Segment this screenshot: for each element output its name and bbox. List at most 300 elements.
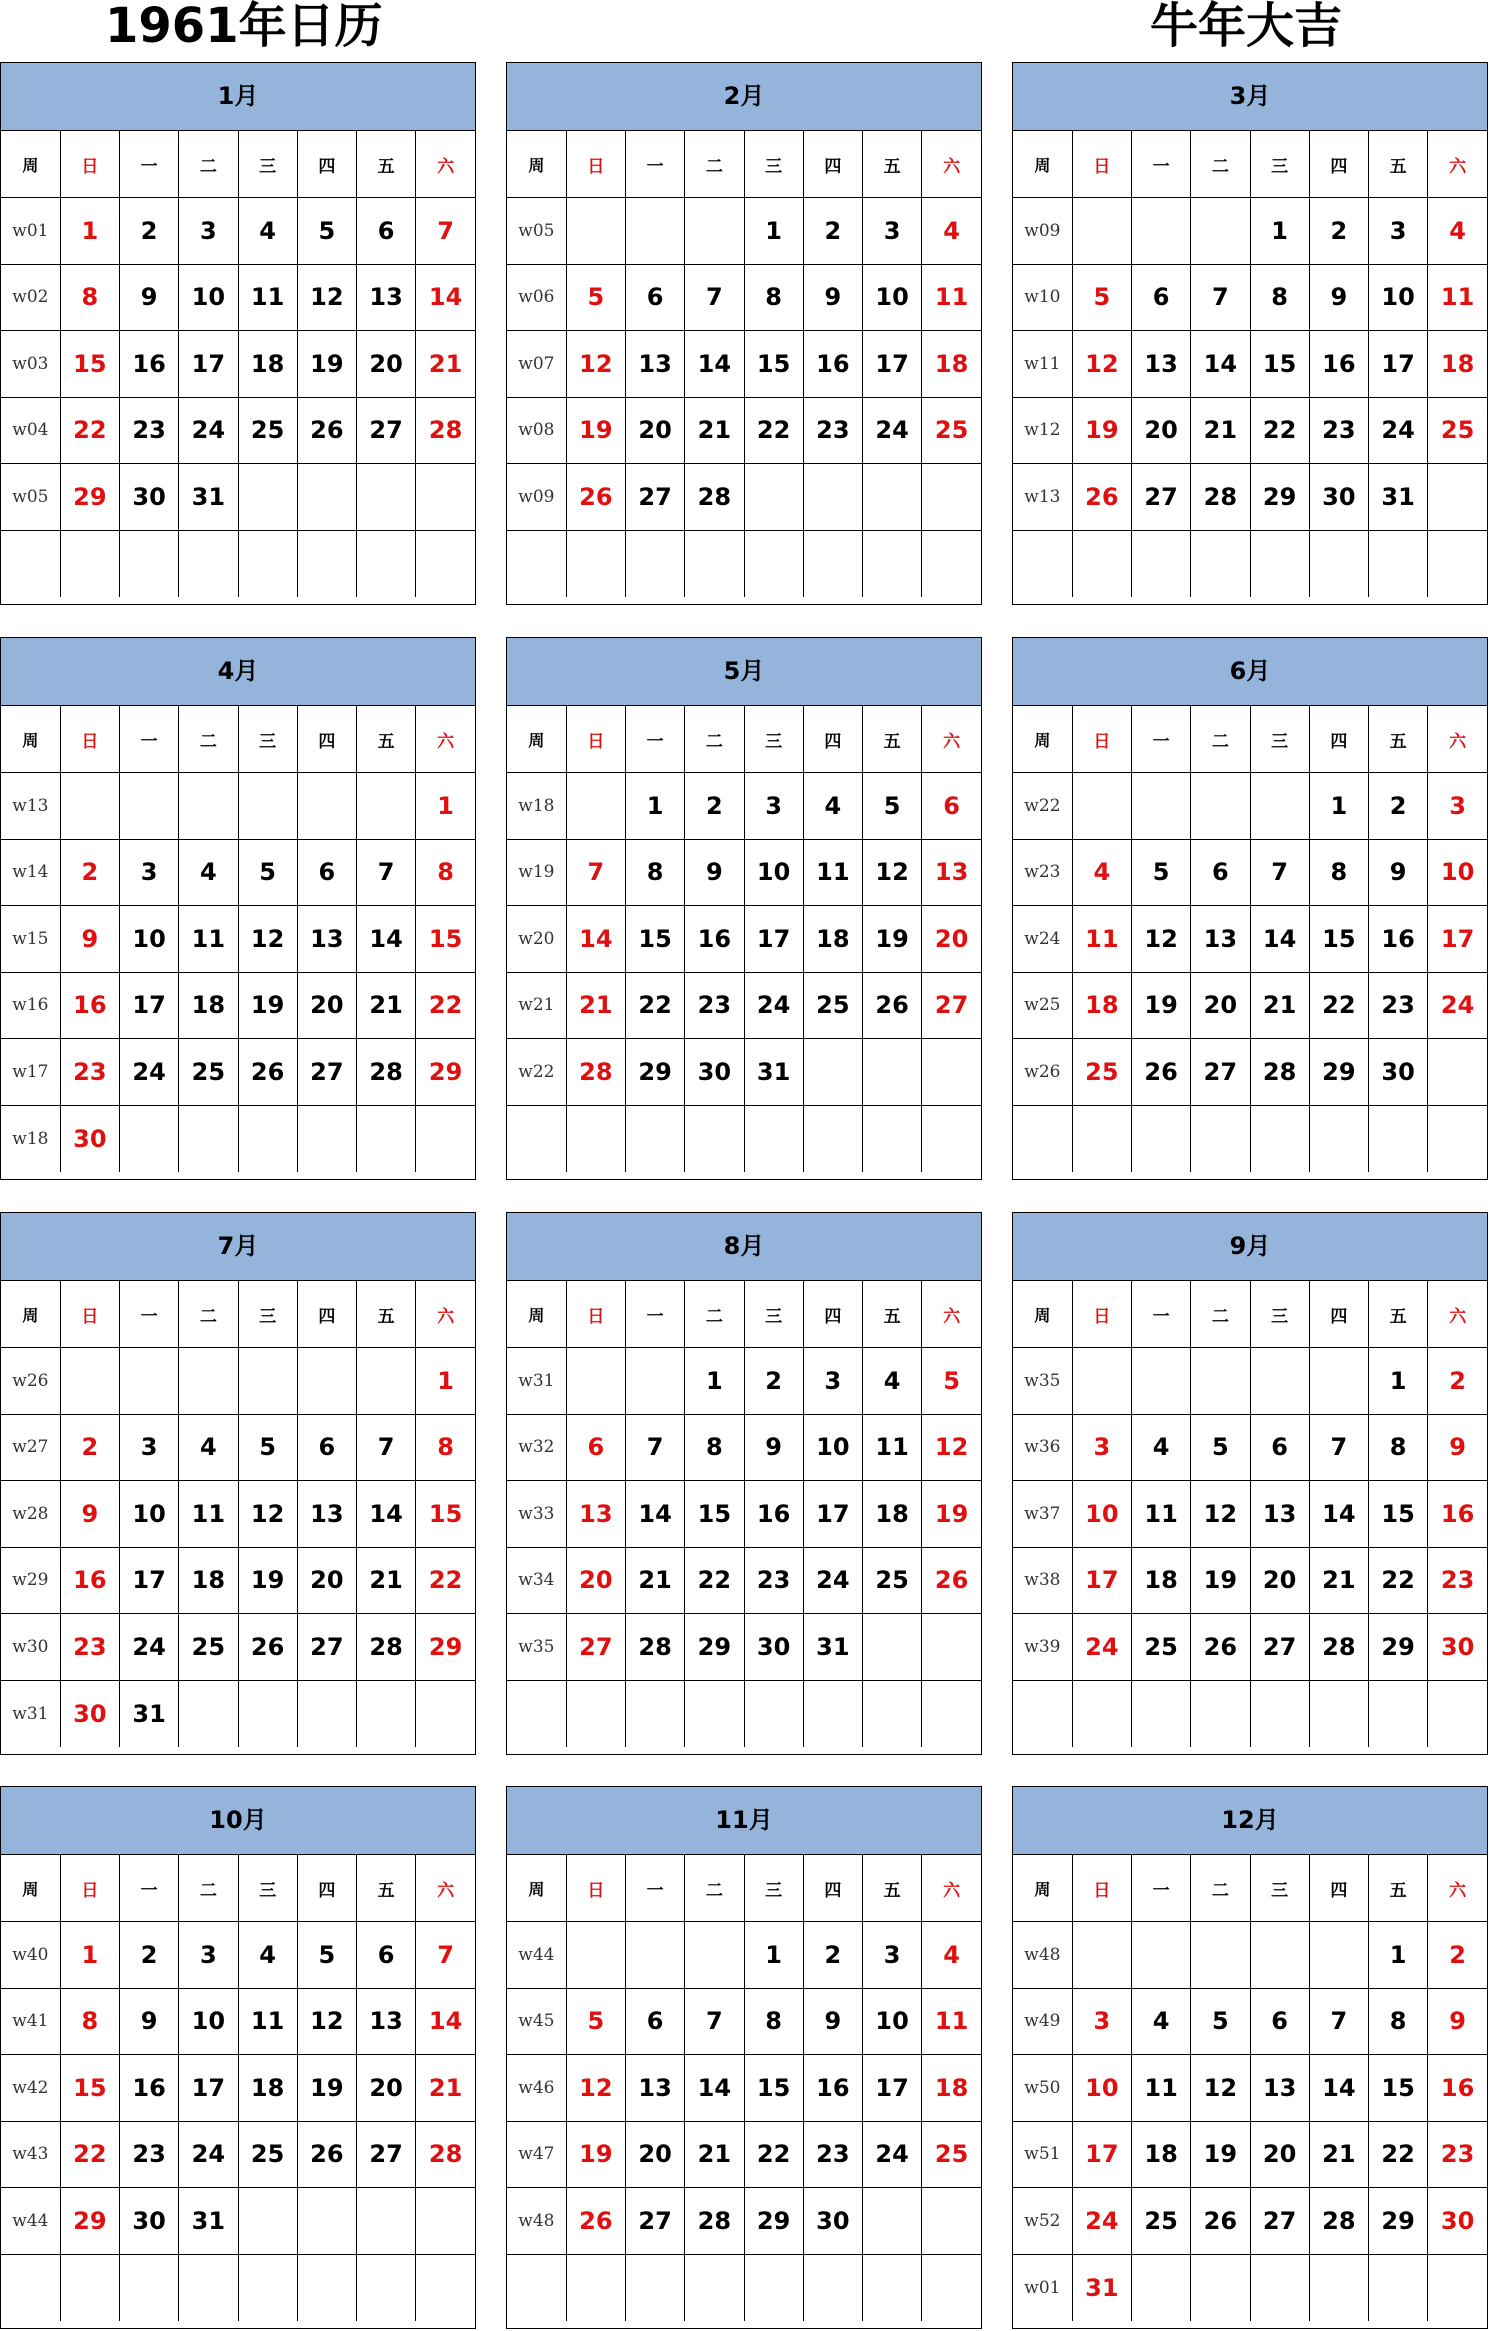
day-cell (744, 464, 803, 531)
week-number: w10 (1013, 264, 1072, 331)
day-cell: 3 (179, 1922, 238, 1989)
day-cell: 1 (744, 1922, 803, 1989)
day-cell: 19 (566, 397, 625, 464)
weekday-header: 五 (863, 1855, 922, 1922)
day-cell: 10 (179, 1988, 238, 2055)
day-cell: 28 (1250, 1039, 1309, 1106)
day-cell: 13 (1250, 2055, 1309, 2122)
weekday-header: 三 (1250, 1281, 1309, 1348)
day-cell (60, 2254, 119, 2321)
day-cell (416, 2254, 475, 2321)
day-cell: 12 (1191, 2055, 1250, 2122)
weekday-header: 二 (179, 131, 238, 198)
month-calendar (506, 1212, 982, 1755)
weekday-header: 日 (1072, 706, 1131, 773)
day-cell: 28 (1309, 1614, 1368, 1681)
day-cell (803, 1039, 862, 1106)
calendar-title: 1961年日历 (105, 0, 383, 54)
day-cell: 4 (238, 198, 297, 265)
day-cell: 7 (416, 1922, 475, 1989)
day-cell: 19 (566, 2121, 625, 2188)
day-cell: 20 (922, 906, 981, 973)
weekday-header: 二 (685, 706, 744, 773)
day-cell: 12 (238, 1481, 297, 1548)
week-number: w48 (1013, 1922, 1072, 1989)
month-title: 8月 (507, 1213, 981, 1281)
week-number: w12 (1013, 397, 1072, 464)
day-cell (1309, 1680, 1368, 1747)
day-cell (357, 530, 416, 597)
day-cell (922, 1680, 981, 1747)
day-cell: 5 (566, 264, 625, 331)
day-cell: 2 (803, 198, 862, 265)
day-cell: 9 (120, 1988, 179, 2055)
day-cell: 11 (238, 264, 297, 331)
day-cell: 21 (357, 1547, 416, 1614)
day-cell: 1 (626, 773, 685, 840)
day-cell: 15 (1369, 2055, 1428, 2122)
weekday-header: 六 (416, 131, 475, 198)
week-column-header: 周 (1, 131, 60, 198)
day-cell (1309, 2254, 1368, 2321)
day-cell: 5 (238, 1414, 297, 1481)
day-cell (1191, 1680, 1250, 1747)
weekday-header: 日 (566, 1281, 625, 1348)
day-cell: 2 (744, 1348, 803, 1415)
day-cell: 6 (1191, 839, 1250, 906)
week-column-header: 周 (1, 706, 60, 773)
day-cell (179, 1348, 238, 1415)
week-number: w07 (507, 331, 566, 398)
day-cell: 19 (297, 331, 356, 398)
day-cell: 11 (1132, 2055, 1191, 2122)
day-cell: 23 (60, 1614, 119, 1681)
day-cell: 16 (120, 331, 179, 398)
day-cell (1191, 530, 1250, 597)
day-cell: 9 (1428, 1414, 1487, 1481)
week-number: w14 (1, 839, 60, 906)
weekday-header: 二 (179, 1855, 238, 1922)
day-cell: 1 (1309, 773, 1368, 840)
day-cell: 13 (1191, 906, 1250, 973)
weekday-header: 四 (1309, 1281, 1368, 1348)
weekday-header: 日 (60, 706, 119, 773)
day-cell: 16 (120, 2055, 179, 2122)
day-cell: 10 (863, 264, 922, 331)
day-cell: 18 (1132, 1547, 1191, 1614)
day-cell: 23 (60, 1039, 119, 1106)
day-cell: 8 (1369, 1414, 1428, 1481)
week-number: w46 (507, 2055, 566, 2122)
day-cell (863, 464, 922, 531)
day-cell: 23 (1369, 972, 1428, 1039)
day-cell (566, 1922, 625, 1989)
week-number: w42 (1, 2055, 60, 2122)
day-cell: 25 (1132, 2188, 1191, 2255)
weekday-header: 六 (922, 131, 981, 198)
week-number: w01 (1013, 2254, 1072, 2321)
day-cell (626, 2254, 685, 2321)
day-cell: 10 (1369, 264, 1428, 331)
day-cell: 18 (1132, 2121, 1191, 2188)
day-cell: 7 (1309, 1414, 1368, 1481)
day-cell: 2 (1428, 1922, 1487, 1989)
week-number (507, 530, 566, 597)
day-cell: 3 (120, 1414, 179, 1481)
day-cell (60, 1348, 119, 1415)
day-cell: 9 (803, 1988, 862, 2055)
weekday-header: 五 (357, 131, 416, 198)
month-title: 2月 (507, 63, 981, 131)
day-cell: 27 (626, 2188, 685, 2255)
weekday-header: 一 (1132, 706, 1191, 773)
day-cell: 24 (120, 1039, 179, 1106)
day-cell: 22 (60, 397, 119, 464)
day-cell (179, 530, 238, 597)
day-cell: 31 (1369, 464, 1428, 531)
weekday-header: 四 (803, 706, 862, 773)
day-cell: 14 (357, 1481, 416, 1548)
day-cell: 31 (803, 1614, 862, 1681)
day-cell (1072, 198, 1131, 265)
day-cell: 28 (357, 1039, 416, 1106)
week-column-header: 周 (507, 131, 566, 198)
month-title: 12月 (1013, 1787, 1487, 1855)
weekday-header: 六 (1428, 1281, 1487, 1348)
day-cell (1191, 1105, 1250, 1172)
week-number: w31 (1, 1680, 60, 1747)
day-cell: 15 (744, 331, 803, 398)
weekday-header: 日 (566, 706, 625, 773)
day-cell (297, 773, 356, 840)
day-cell (238, 530, 297, 597)
day-cell (1132, 198, 1191, 265)
weekday-header: 三 (238, 706, 297, 773)
week-number: w21 (507, 972, 566, 1039)
day-cell: 20 (1250, 1547, 1309, 1614)
weekday-header: 一 (1132, 1855, 1191, 1922)
day-cell: 8 (685, 1414, 744, 1481)
day-cell: 26 (1072, 464, 1131, 531)
day-cell (566, 1680, 625, 1747)
day-cell: 30 (60, 1105, 119, 1172)
day-cell: 21 (685, 2121, 744, 2188)
weekday-header: 二 (1191, 706, 1250, 773)
day-cell (744, 530, 803, 597)
day-cell: 8 (744, 264, 803, 331)
day-cell: 1 (60, 1922, 119, 1989)
day-cell (1309, 530, 1368, 597)
day-cell: 30 (1369, 1039, 1428, 1106)
day-cell: 25 (179, 1039, 238, 1106)
day-cell: 27 (1132, 464, 1191, 531)
day-cell: 14 (357, 906, 416, 973)
day-cell: 9 (1369, 839, 1428, 906)
day-cell: 11 (803, 839, 862, 906)
day-cell: 29 (60, 464, 119, 531)
week-number: w48 (507, 2188, 566, 2255)
weekday-header: 三 (744, 1855, 803, 1922)
day-cell: 2 (60, 1414, 119, 1481)
day-cell (1132, 2254, 1191, 2321)
day-cell: 17 (803, 1481, 862, 1548)
day-cell: 8 (744, 1988, 803, 2055)
day-cell (416, 464, 475, 531)
day-cell: 10 (1072, 2055, 1131, 2122)
day-cell: 12 (566, 331, 625, 398)
day-cell (179, 2254, 238, 2321)
day-cell (626, 1105, 685, 1172)
day-cell (179, 1105, 238, 1172)
weekday-header: 一 (626, 1855, 685, 1922)
day-cell: 6 (1250, 1414, 1309, 1481)
week-column-header: 周 (1013, 131, 1072, 198)
day-cell (744, 1680, 803, 1747)
day-cell (1191, 773, 1250, 840)
month-calendar (0, 637, 476, 1180)
day-cell: 1 (1250, 198, 1309, 265)
weekday-header: 六 (416, 706, 475, 773)
weekday-header: 五 (357, 1855, 416, 1922)
day-cell (1072, 1680, 1131, 1747)
day-cell (685, 1922, 744, 1989)
day-cell (922, 530, 981, 597)
day-cell (1072, 773, 1131, 840)
day-cell: 10 (1072, 1481, 1131, 1548)
day-cell: 17 (744, 906, 803, 973)
month-title: 6月 (1013, 638, 1487, 706)
day-cell: 19 (1132, 972, 1191, 1039)
day-cell: 23 (803, 397, 862, 464)
weekday-header: 一 (626, 131, 685, 198)
weekday-header: 日 (566, 1855, 625, 1922)
day-cell: 12 (566, 2055, 625, 2122)
day-cell: 22 (416, 972, 475, 1039)
week-number: w16 (1, 972, 60, 1039)
weekday-header: 三 (744, 1281, 803, 1348)
day-cell (297, 530, 356, 597)
day-cell: 22 (744, 2121, 803, 2188)
day-cell: 27 (297, 1039, 356, 1106)
day-cell: 16 (60, 1547, 119, 1614)
day-cell: 15 (1250, 331, 1309, 398)
day-cell: 17 (120, 972, 179, 1039)
day-cell (357, 2188, 416, 2255)
day-cell: 24 (1072, 2188, 1131, 2255)
day-cell: 21 (1191, 397, 1250, 464)
weekday-header: 六 (922, 706, 981, 773)
day-cell (179, 773, 238, 840)
day-cell: 13 (1250, 1481, 1309, 1548)
weekday-header: 六 (922, 1855, 981, 1922)
day-cell: 13 (357, 1988, 416, 2055)
week-number: w50 (1013, 2055, 1072, 2122)
day-cell: 25 (238, 2121, 297, 2188)
day-cell: 12 (1072, 331, 1131, 398)
day-cell: 27 (566, 1614, 625, 1681)
day-cell: 16 (1428, 2055, 1487, 2122)
day-cell (1191, 198, 1250, 265)
weekday-header: 日 (1072, 1855, 1131, 1922)
day-cell: 10 (120, 1481, 179, 1548)
month-title: 3月 (1013, 63, 1487, 131)
day-cell: 25 (863, 1547, 922, 1614)
day-cell: 18 (863, 1481, 922, 1548)
weekday-header: 三 (238, 131, 297, 198)
weekday-header: 日 (1072, 1281, 1131, 1348)
weekday-header: 五 (1369, 706, 1428, 773)
day-cell: 18 (238, 2055, 297, 2122)
day-cell: 30 (120, 2188, 179, 2255)
weekday-header: 三 (1250, 1855, 1309, 1922)
day-cell (179, 1680, 238, 1747)
day-cell: 5 (863, 773, 922, 840)
day-cell: 23 (685, 972, 744, 1039)
day-cell: 6 (922, 773, 981, 840)
day-cell: 15 (685, 1481, 744, 1548)
day-cell: 18 (179, 972, 238, 1039)
day-cell: 20 (1250, 2121, 1309, 2188)
weekday-header: 二 (1191, 1281, 1250, 1348)
day-cell: 20 (357, 2055, 416, 2122)
day-cell: 7 (1250, 839, 1309, 906)
weekday-header: 四 (1309, 131, 1368, 198)
weekday-header: 二 (179, 706, 238, 773)
weekday-header: 四 (297, 131, 356, 198)
day-cell (1309, 1922, 1368, 1989)
day-cell: 7 (1309, 1988, 1368, 2055)
day-cell (685, 530, 744, 597)
day-cell: 10 (744, 839, 803, 906)
day-cell: 11 (238, 1988, 297, 2055)
day-cell: 2 (1369, 773, 1428, 840)
day-cell: 21 (1309, 2121, 1368, 2188)
day-cell: 27 (297, 1614, 356, 1681)
day-cell: 13 (1132, 331, 1191, 398)
week-number: w28 (1, 1481, 60, 1548)
weekday-header: 二 (1191, 1855, 1250, 1922)
week-number: w11 (1013, 331, 1072, 398)
day-cell: 5 (1132, 839, 1191, 906)
day-cell: 8 (1309, 839, 1368, 906)
day-cell: 24 (179, 2121, 238, 2188)
day-cell: 21 (685, 397, 744, 464)
day-cell: 16 (60, 972, 119, 1039)
day-cell (416, 530, 475, 597)
day-cell (1072, 1922, 1131, 1989)
day-cell (803, 2254, 862, 2321)
day-cell (1428, 530, 1487, 597)
week-number: w26 (1013, 1039, 1072, 1106)
week-number: w32 (507, 1414, 566, 1481)
week-number: w40 (1, 1922, 60, 1989)
day-cell: 30 (1428, 2188, 1487, 2255)
weekday-header: 一 (120, 1855, 179, 1922)
day-cell: 20 (357, 331, 416, 398)
day-cell: 18 (1072, 972, 1131, 1039)
day-cell (1250, 1680, 1309, 1747)
weekday-header: 一 (120, 706, 179, 773)
day-cell (566, 773, 625, 840)
week-number: w29 (1, 1547, 60, 1614)
day-cell (1132, 1105, 1191, 1172)
week-number: w19 (507, 839, 566, 906)
day-cell (238, 2188, 297, 2255)
day-cell: 12 (238, 906, 297, 973)
day-cell: 9 (803, 264, 862, 331)
day-cell: 2 (1428, 1348, 1487, 1415)
day-cell: 2 (60, 839, 119, 906)
day-cell: 23 (1428, 2121, 1487, 2188)
day-cell: 3 (1072, 1988, 1131, 2055)
day-cell: 5 (566, 1988, 625, 2055)
day-cell (922, 464, 981, 531)
day-cell (357, 1348, 416, 1415)
day-cell (238, 2254, 297, 2321)
day-cell: 9 (685, 839, 744, 906)
day-cell: 25 (1132, 1614, 1191, 1681)
day-cell: 27 (922, 972, 981, 1039)
day-cell (120, 2254, 179, 2321)
day-cell: 21 (416, 331, 475, 398)
weekday-header: 六 (922, 1281, 981, 1348)
week-column-header: 周 (507, 1281, 566, 1348)
month-title: 9月 (1013, 1213, 1487, 1281)
day-cell: 2 (120, 198, 179, 265)
day-cell: 10 (120, 906, 179, 973)
day-cell (120, 773, 179, 840)
day-cell: 1 (416, 1348, 475, 1415)
day-cell: 23 (803, 2121, 862, 2188)
day-cell (1132, 530, 1191, 597)
day-cell: 30 (1428, 1614, 1487, 1681)
day-cell: 14 (685, 2055, 744, 2122)
day-cell: 9 (60, 906, 119, 973)
day-cell (1428, 464, 1487, 531)
day-cell: 9 (744, 1414, 803, 1481)
month-title: 7月 (1, 1213, 475, 1281)
day-cell: 15 (626, 906, 685, 973)
day-cell (297, 1348, 356, 1415)
day-cell: 18 (922, 331, 981, 398)
day-cell (416, 2188, 475, 2255)
day-cell (863, 1105, 922, 1172)
day-cell (1428, 2254, 1487, 2321)
day-cell (685, 1680, 744, 1747)
day-cell: 1 (1369, 1922, 1428, 1989)
day-cell (1250, 1922, 1309, 1989)
day-cell: 17 (179, 2055, 238, 2122)
week-number: w17 (1, 1039, 60, 1106)
weekday-header: 六 (1428, 706, 1487, 773)
day-cell: 7 (357, 1414, 416, 1481)
month-calendar (1012, 637, 1488, 1180)
day-cell (120, 1348, 179, 1415)
week-number: w05 (1, 464, 60, 531)
day-cell: 17 (120, 1547, 179, 1614)
day-cell: 29 (60, 2188, 119, 2255)
day-cell (626, 1680, 685, 1747)
day-cell: 24 (744, 972, 803, 1039)
day-cell: 6 (297, 1414, 356, 1481)
day-cell: 16 (803, 331, 862, 398)
day-cell: 1 (685, 1348, 744, 1415)
day-cell: 17 (1428, 906, 1487, 973)
day-cell: 25 (238, 397, 297, 464)
day-cell: 27 (357, 2121, 416, 2188)
day-cell: 17 (863, 2055, 922, 2122)
day-cell: 4 (922, 198, 981, 265)
